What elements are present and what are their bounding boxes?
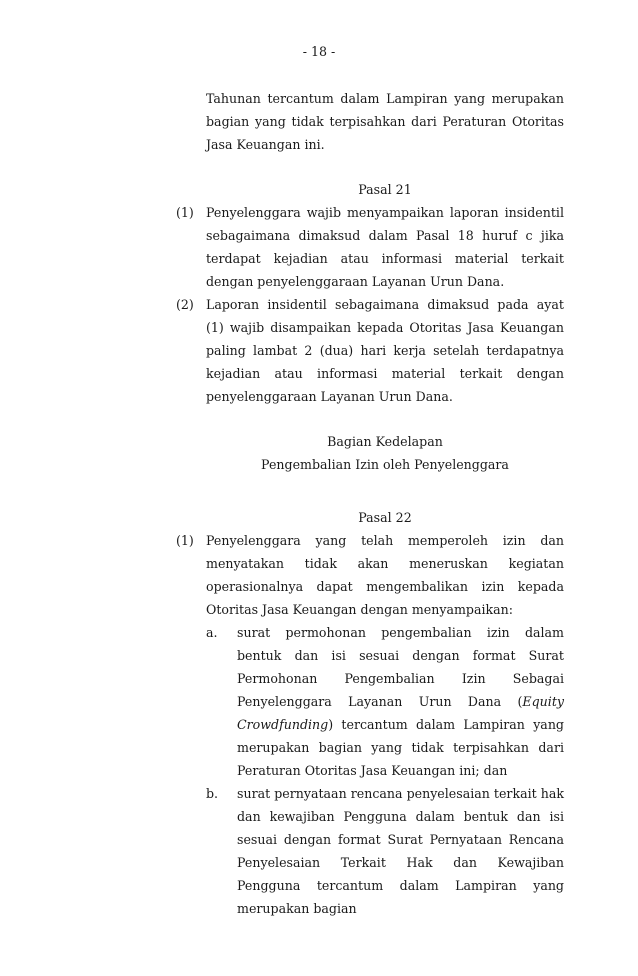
subitem-text (237, 621, 564, 782)
intro-paragraph: Tahunan tercantum dalam Lampiran yang merupakan bagian yang tidak terpisahkan dari Peraturan Otoritas Jasa Keuangan ini. (206, 91, 564, 152)
subitem-italic-term: Equity Crowdfunding (237, 694, 564, 732)
subitem-letter: a. (206, 625, 218, 640)
pasal-22-heading (206, 506, 564, 529)
pasal-22-subitem-b (0, 782, 638, 920)
pasal-21-item-1 (0, 201, 638, 293)
pasal-22-item-1 (0, 529, 638, 621)
item-number: (2) (176, 297, 194, 312)
subitem-letter: b. (206, 786, 219, 801)
pasal-22-title: Pasal 22 (358, 510, 412, 525)
item-text: Penyelenggara yang telah memperoleh izin dan menyatakan tidak akan meneruskan kegiatan operasionalnya dapat mengembalikan izin kepada Otoritas Jasa Keuangan dengan menyampaikan: (206, 533, 564, 617)
pasal-22-subitem-a (0, 621, 638, 782)
item-text: Laporan insidentil sebagaimana dimaksud pada ayat (1) wajib disampaikan kepada Otoritas Jasa Keuangan paling lambat 2 (dua) hari kerja setelah terdapatnya kejadian atau informasi material terkait dengan penyelenggaraan Layanan Urun Dana. (206, 297, 564, 404)
item-number: (1) (176, 533, 194, 548)
page-number: - 18 - (302, 44, 336, 59)
section-heading (206, 430, 564, 476)
subitem-text: surat pernyataan rencana penyelesaian terkait hak dan kewajiban Pengguna dalam bentuk dan isi sesuai dengan format Surat Pernyataan Rencana Penyelesaian Terkait Hak dan Kewajiban Pengguna tercantum dalam Lampiran yang merupakan bagian (237, 786, 564, 916)
section-subtitle: Pengembalian Izin oleh Penyelenggara (261, 457, 509, 472)
item-number: (1) (176, 205, 194, 220)
pasal-21-title: Pasal 21 (358, 182, 412, 197)
pasal-21-heading (206, 178, 564, 201)
subitem-text-part: ) tercantum dalam Lampiran yang merupakan bagian yang tidak terpisahkan dari Peraturan Otoritas Jasa Keuangan ini; dan (237, 717, 564, 778)
item-text: Penyelenggara wajib menyampaikan laporan insidentil sebagaimana dimaksud dalam Pasal 18 huruf c jika terdapat kejadian atau informasi material terkait dengan penyelenggaraan Layanan Urun Dana. (206, 205, 564, 289)
subitem-text-part: surat permohonan pengembalian izin dalam bentuk dan isi sesuai dengan format Surat Permohonan Pengembalian Izin Sebagai Penyelenggara Layanan Urun Dana ( (237, 625, 564, 709)
section-title: Bagian Kedelapan (327, 434, 443, 449)
pasal-21-item-2 (0, 293, 638, 408)
document-body (0, 87, 638, 920)
